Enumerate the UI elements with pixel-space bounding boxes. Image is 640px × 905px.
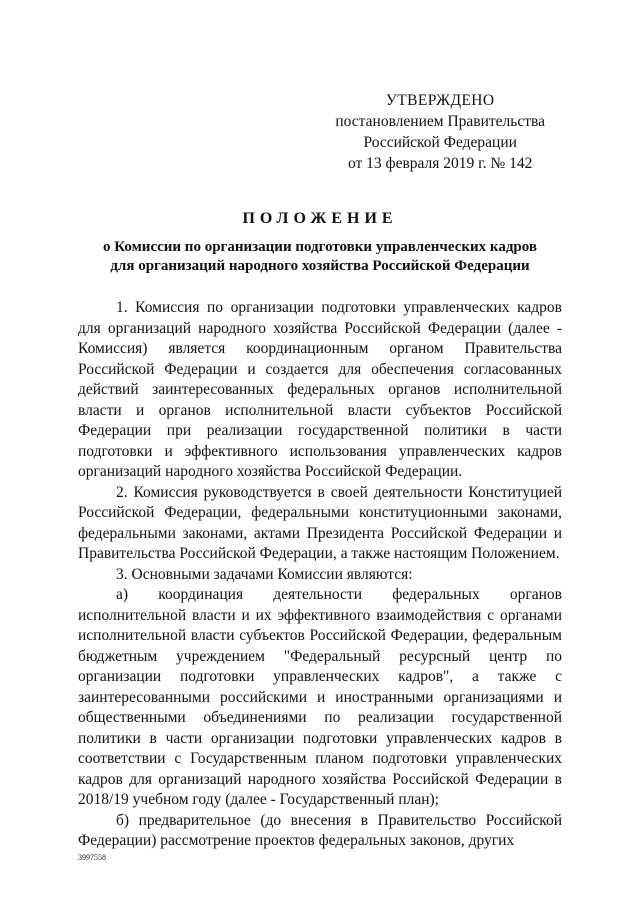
- approval-block: [335, 90, 545, 174]
- paragraph-1: 1. Комиссия по организации подготовки управленческих кадров для организаций народного хозяйства Российской Федерации (далее - Комиссия) является координационным органом Правительства Российской Федерации и создается для обеспечения согласованных действий заинтересованных федеральных органов исполнительной власти и органов исполнительной власти субъектов Российской Федерации при реализации государственной политики в части подготовки и эффективного использования управленческих кадров организаций народного хозяйства Российской Федерации.: [78, 299, 562, 480]
- approval-line-1: постановлением Правительства: [335, 113, 545, 130]
- subtitle-line-1: о Комиссии по организации подготовки управленческих кадров: [103, 239, 537, 255]
- approval-line-2: Российской Федерации: [363, 134, 517, 151]
- document-title: ПОЛОЖЕНИЕ: [242, 210, 398, 227]
- paragraph-3a: а) координация деятельности федеральных органов исполнительной власти и их эффективного взаимодействия с органами исполнительной власти субъектов Российской Федерации, федеральным бюджетным учреждением "Федеральный ресурсный центр по организации подготовки управленческих кадров", а также с заинтересованными российскими и иностранными организациями и общественными объединениями по реализации государственной политики в части организации подготовки управленческих кадров в соответствии с Государственным планом подготовки управленческих кадров для организаций народного хозяйства Российской Федерации в 2018/19 учебном году (далее - Государственный план);: [78, 586, 562, 808]
- document-body: [78, 298, 562, 852]
- footer-code: 3997558: [78, 853, 106, 862]
- paragraph-3: 3. Основными задачами Комиссии являются:: [116, 565, 413, 583]
- subtitle-line-2: для организаций народного хозяйства Российской Федерации: [110, 258, 530, 274]
- paragraph-2: 2. Комиссия руководствуется в своей деятельности Конституцией Российской Федерации, федеральными конституционными законами, федеральными законами, актами Президента Российской Федерации и Правительства Российской Федерации, а также настоящим Положением.: [78, 483, 562, 562]
- approval-stamp: УТВЕРЖДЕНО: [385, 92, 495, 109]
- paragraph-3b: б) предварительное (до внесения в Правительство Российской Федерации) рассмотрение проектов федеральных законов, других: [78, 811, 562, 849]
- approval-line-3: от 13 февраля 2019 г. № 142: [347, 155, 533, 172]
- document-subtitle: [90, 238, 550, 276]
